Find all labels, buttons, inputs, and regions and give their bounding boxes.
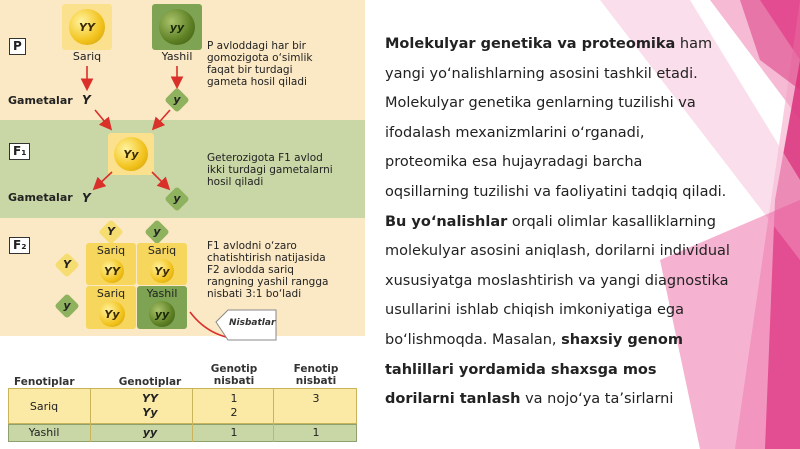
table-header-phenotype-ratio: Fenotip nisbati bbox=[293, 363, 339, 387]
arrow-gamete-to-f1-left bbox=[95, 110, 110, 128]
table-header-genotype-ratio: Genotip nisbati bbox=[210, 363, 258, 387]
punnett-cell-label: Yashil bbox=[146, 287, 178, 300]
gametes-label-p: Gametalar bbox=[8, 94, 73, 107]
gametes-label-f1: Gametalar bbox=[8, 191, 73, 204]
f1-gamete-left: Y bbox=[82, 191, 91, 205]
cross-arrows bbox=[0, 0, 365, 340]
f2-side-gamete-small-y: y bbox=[63, 299, 71, 312]
p-desc-line: P avloddagi har bir bbox=[207, 40, 306, 52]
p-desc-line: gameta hosil qiladi bbox=[207, 76, 307, 88]
f2-top-gamete-y: Y bbox=[107, 225, 115, 238]
arrow-f1-to-gamete-left bbox=[95, 172, 112, 188]
punnett-genotype: yy bbox=[154, 307, 170, 321]
f2-desc-line: nisbati 3:1 bo‘ladi bbox=[207, 288, 302, 300]
parent-yellow-name: Sariq bbox=[72, 50, 102, 63]
table-header-phenotypes: Fenotiplar bbox=[14, 376, 75, 388]
ratio-bubble-label: Nisbatlar bbox=[229, 318, 276, 328]
punnett-cell-label: Sariq bbox=[96, 287, 126, 300]
punnett-cell-label: Sariq bbox=[96, 244, 126, 257]
table-cell-genotype-ratio: 1 bbox=[230, 392, 238, 405]
table-cell-genotype-ratio: 2 bbox=[230, 406, 238, 419]
table-cell-genotype-ratio: 1 bbox=[230, 426, 238, 439]
f1-genotype: Yy bbox=[123, 147, 139, 161]
table-divider bbox=[192, 388, 193, 442]
p-desc-line: faqat bir turdagi bbox=[207, 64, 293, 76]
punnett-genotype: Yy bbox=[154, 264, 170, 278]
f1-desc-line: Geterozigota F1 avlod bbox=[207, 152, 323, 164]
parent-green-genotype: yy bbox=[169, 20, 185, 34]
table-cell-genotype: YY bbox=[142, 392, 158, 405]
table-divider bbox=[273, 388, 274, 442]
arrow-f1-to-gamete-right bbox=[152, 172, 168, 188]
table-cell-phenotype-ratio: 1 bbox=[312, 426, 320, 439]
punnett-genotype: Yy bbox=[104, 307, 120, 321]
text-bold-3: shaxsiy genom tahlillari yordamida shaxsga mos dorilarni tanlash bbox=[385, 331, 683, 408]
f2-desc-line: F1 avlodni o‘zaro bbox=[207, 240, 297, 252]
arrow-gamete-to-f1-right bbox=[154, 110, 170, 128]
punnett-genotype: YY bbox=[104, 264, 120, 278]
f2-desc-line: rangning yashil rangga bbox=[207, 276, 329, 288]
text-normal-3: va nojo‘ya ta’sirlarni bbox=[520, 391, 674, 408]
table-divider bbox=[90, 388, 91, 442]
p-desc-line: gomozigota o‘simlik bbox=[207, 52, 313, 64]
p-generation-label: P bbox=[9, 38, 26, 55]
article-text bbox=[385, 30, 730, 415]
table-cell-phenotype: Sariq bbox=[29, 400, 59, 413]
genetics-figure bbox=[0, 0, 365, 449]
f2-top-gamete-small-y: y bbox=[153, 225, 161, 238]
text-bold-1: Molekulyar genetika va proteomika bbox=[385, 36, 676, 52]
f1-gamete-right: y bbox=[173, 192, 181, 205]
f2-side-gamete-y: Y bbox=[63, 258, 71, 271]
f2-generation-label: F₂ bbox=[9, 237, 30, 254]
f2-desc-line: F2 avlodda sariq bbox=[207, 264, 294, 276]
p-gamete-yellow: Y bbox=[82, 93, 91, 107]
table-cell-genotype: yy bbox=[142, 426, 158, 439]
table-header-genotypes: Genotiplar bbox=[118, 376, 182, 388]
f1-generation-label: F₁ bbox=[9, 143, 30, 160]
f1-desc-line: hosil qiladi bbox=[207, 176, 264, 188]
f1-desc-line: ikki turdagi gametalarni bbox=[207, 164, 333, 176]
table-cell-phenotype-ratio: 3 bbox=[312, 392, 320, 405]
parent-green-name: Yashil bbox=[161, 50, 193, 63]
p-gamete-green: y bbox=[173, 93, 181, 106]
parent-yellow-genotype: YY bbox=[79, 20, 95, 34]
text-normal-1: ham yangi yo‘nalishlarning asosini tashkil etadi. Molekulyar genetika genlarning tuzilishi va ifodalash mexanizmlarini o‘rganadi, proteomika esa hujayradagi barcha oqsillarning tuzilishi va faoliyatini tadqiq qiladi. bbox=[385, 36, 727, 200]
table-cell-phenotype: Yashil bbox=[28, 426, 60, 439]
punnett-cell-label: Sariq bbox=[147, 244, 177, 257]
text-bold-2: Bu yo‘nalishlar bbox=[385, 213, 508, 230]
text-normal-2: orqali olimlar kasalliklarning molekulyar asosini aniqlash, dorilarni individual xususiyatga moslashtirish va yangi diagnostika usullarini ishlab chiqish imkoniyatiga ega bo‘lishmoqda. Masalan, bbox=[385, 213, 730, 348]
f2-desc-line: chatishtirish natijasida bbox=[207, 252, 326, 264]
table-cell-genotype: Yy bbox=[142, 406, 158, 419]
